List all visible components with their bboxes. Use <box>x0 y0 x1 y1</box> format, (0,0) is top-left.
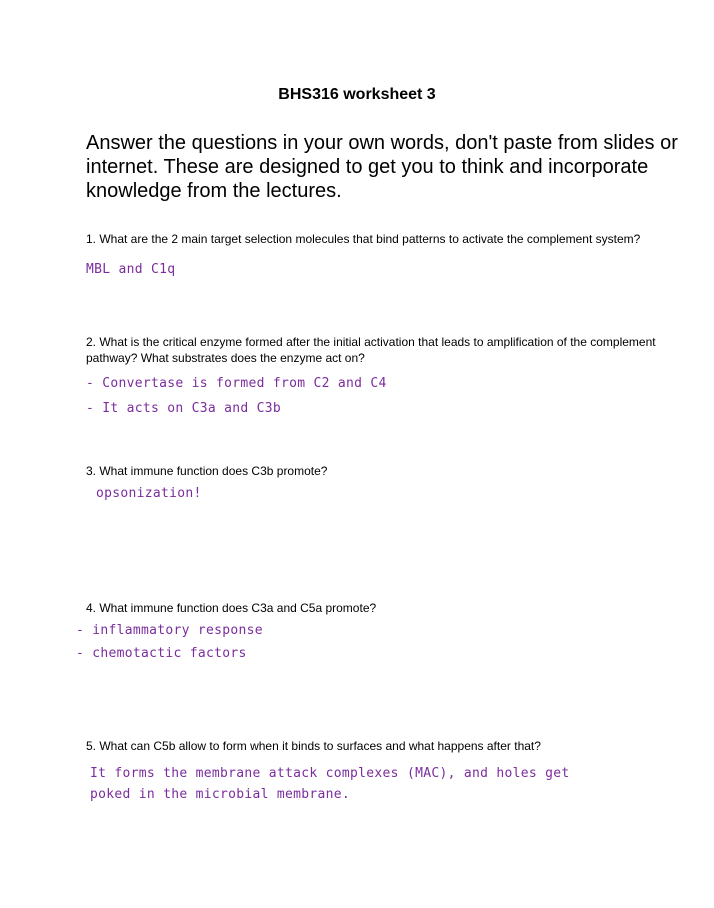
answer-3 <box>96 486 202 501</box>
worksheet-title: BHS316 worksheet 3 <box>278 86 436 103</box>
answer-3-line-1: opsonization! <box>96 486 202 501</box>
answer-5 <box>90 763 569 805</box>
question-5: 5. What can C5b allow to form when it binds to surfaces and what happens after that? <box>86 739 541 753</box>
instructions-paragraph: Answer the questions in your own words, don't paste from slides or internet. These are designed to get you to think and incorporate knowledge from the lectures. <box>86 132 678 202</box>
answer-5-line-1: It forms the membrane attack complexes (MAC), and holes get <box>90 766 570 781</box>
question-3: 3. What immune function does C3b promote? <box>86 464 328 478</box>
answer-1-line-1: MBL and C1q <box>86 262 176 277</box>
answer-1 <box>86 262 175 277</box>
answer-5-line-2: poked in the microbial membrane. <box>90 787 351 802</box>
answer-2 <box>86 371 387 421</box>
question-2: 2. What is the critical enzyme formed after the initial activation that leads to amplification of the complement pathway? What substrates does the enzyme act on? <box>86 335 656 365</box>
answer-2-line-1: - Convertase is formed from C2 and C4 <box>86 376 387 391</box>
answer-2-line-2: - It acts on C3a and C3b <box>86 401 282 416</box>
question-1: 1. What are the 2 main target selection molecules that bind patterns to activate the complement system? <box>86 232 641 246</box>
question-4: 4. What immune function does C3a and C5a promote? <box>86 601 377 615</box>
answer-4-line-1: - inflammatory response <box>76 623 263 638</box>
answer-4-line-2: - chemotactic factors <box>76 646 247 661</box>
answer-4 <box>76 619 263 665</box>
